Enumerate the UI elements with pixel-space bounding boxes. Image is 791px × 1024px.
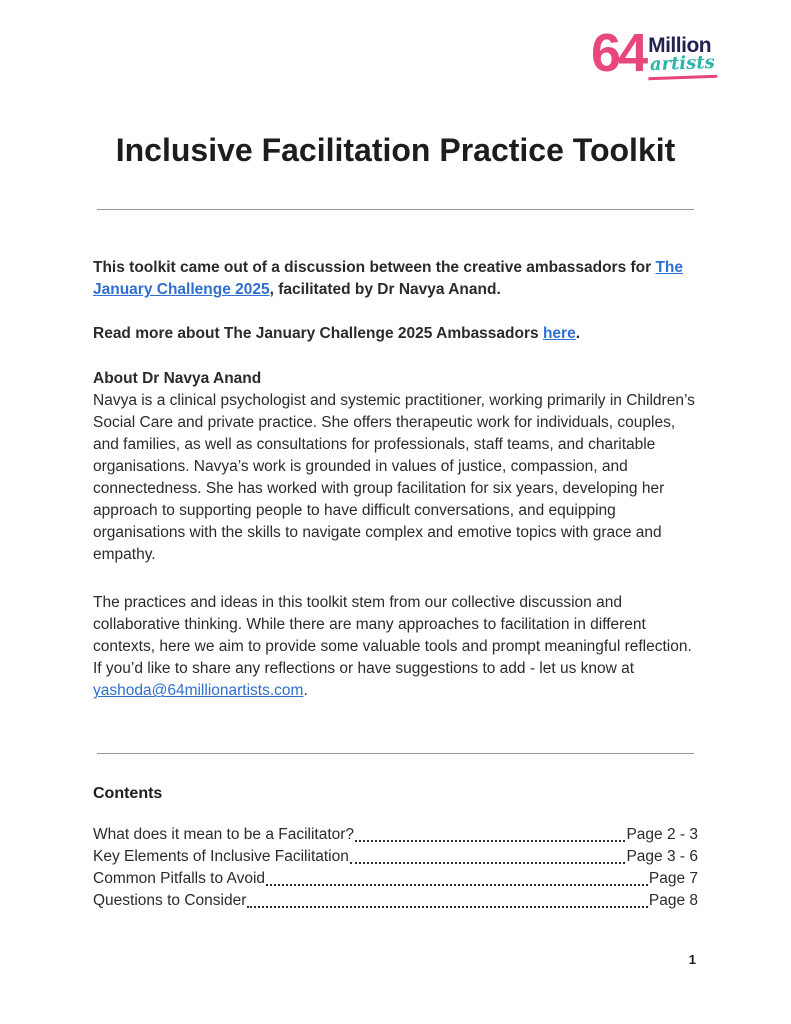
toc-row-key-elements [93,846,698,868]
toc-dot-leader [355,840,625,842]
read-more-paragraph [93,323,698,345]
practices-paragraph [93,592,698,702]
about-body-text: Navya is a clinical psychologist and systemic practitioner, working primarily in Children’s Social Care and private practice. She offers therapeutic work for individuals, couples, and families, as well as consultations for professionals, staff teams, and charitable organisations. Navya’s work is grounded in values of justice, compassion, and connectedness. She has worked with group facilitation for six years, developing her approach to supporting people to have difficult conversations, and equipping organisations with the skills to navigate complex and emotive topics with grace and empathy. [93,392,695,564]
intro-text-1: This toolkit came out of a discussion between the creative ambassadors for [93,259,656,277]
toc-dot-leader [266,884,648,886]
logo-artists-text: artists [648,54,718,80]
intro-paragraph [93,257,698,301]
toc-entry-title: Key Elements of Inclusive Facilitation [93,848,349,866]
read-more-text-2: . [575,325,581,343]
toc-entry-title: What does it mean to be a Facilitator? [93,826,355,844]
january-challenge-link[interactable]: The January Challenge 2025 [93,259,684,299]
page-number: 1 [688,952,696,967]
toc-dot-leader [350,862,626,864]
toc-row-facilitator [93,824,698,846]
intro-text-2: , facilitated by Dr Navya Anand. [269,281,501,299]
table-of-contents [93,824,698,912]
email-link[interactable]: yashoda@64millionartists.com [93,682,304,700]
toc-entry-page: Page 8 [648,892,698,910]
toc-row-pitfalls [93,868,698,890]
about-heading: About Dr Navya Anand [93,370,262,388]
toc-entry-title: Questions to Consider [93,892,247,910]
ambassadors-here-link[interactable]: here [542,325,576,343]
practices-text-2: . [303,682,308,700]
logo-million-text: Million [648,34,712,57]
divider-bottom [97,753,694,754]
practices-text-1: The practices and ideas in this toolkit stem from our collective discussion and collaborative thinking. While there are many approaches to facilitation in different contexts, here we aim to provide some valuable tools and prompt meaningful reflection. If you’d like to share any reflections or have suggestions to add - let us know at [93,594,692,678]
toc-entry-page: Page 2 - 3 [626,826,698,844]
page-title: Inclusive Facilitation Practice Toolkit [115,132,676,168]
logo-wordmark [648,35,717,79]
toc-entry-page: Page 3 - 6 [626,848,698,866]
toc-dot-leader [247,906,648,908]
brand-logo [591,23,717,83]
toc-entry-page: Page 7 [648,870,698,888]
contents-heading: Contents [93,785,163,803]
toc-entry-title: Common Pitfalls to Avoid [93,870,266,888]
toc-row-questions [93,890,698,912]
divider-top [97,209,694,210]
read-more-text-1: Read more about The January Challenge 2025 Ambassadors [93,325,543,343]
logo-64-text: 64 [591,23,646,83]
about-section [93,368,698,566]
